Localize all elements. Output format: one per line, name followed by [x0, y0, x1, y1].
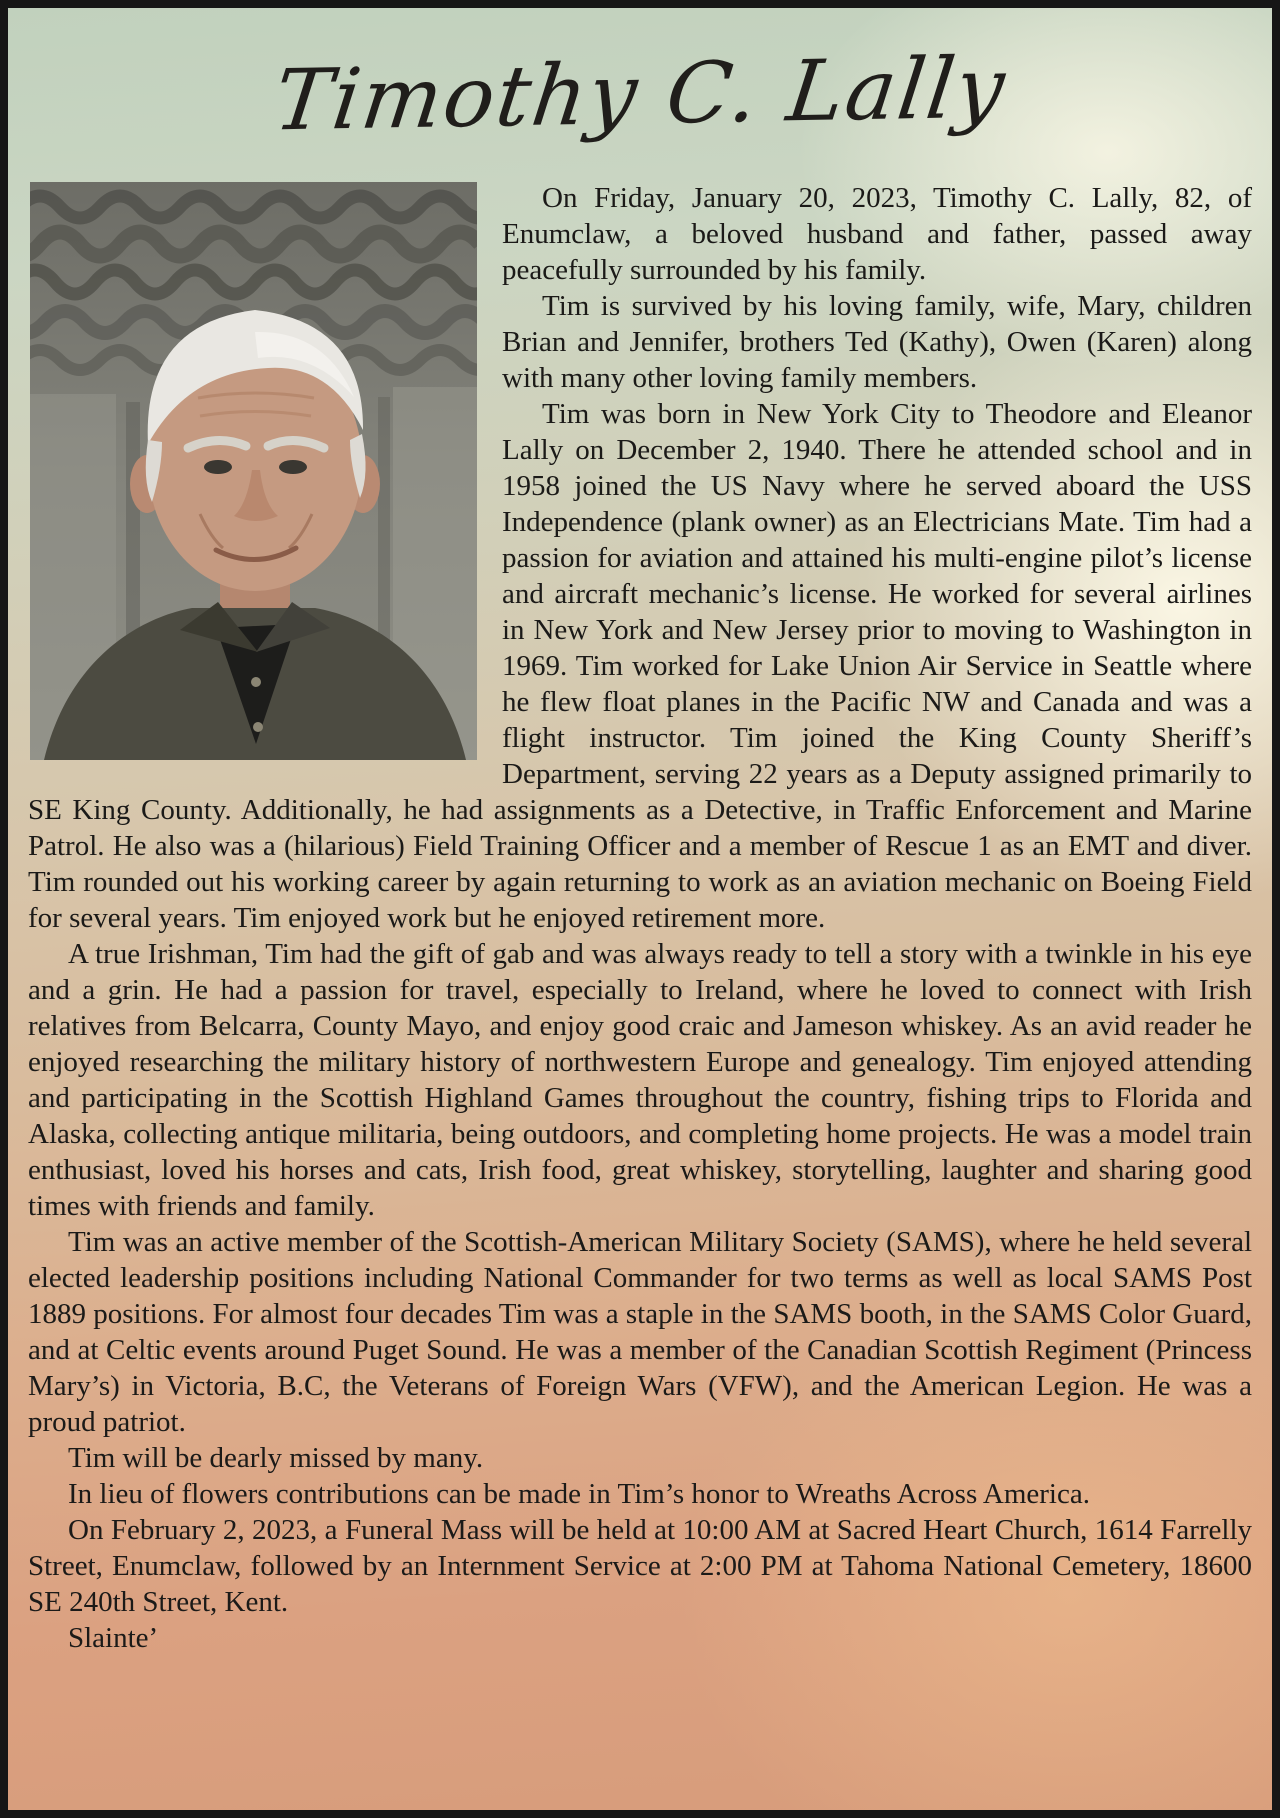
obituary-paragraph: Tim will be dearly missed by many.: [68, 1442, 484, 1474]
obituary-paragraph: In lieu of flowers contributions can be made in Tim’s honor to Wreaths Across America.: [68, 1478, 1090, 1510]
obituary-paragraph: On Friday, January 20, 2023, Timothy C. Lally, 82, of Enumclaw, a beloved husband and father, passed away peacefully surrounded by his family.: [502, 182, 1252, 286]
obituary-paragraph: On February 2, 2023, a Funeral Mass will be held at 10:00 AM at Sacred Heart Church, 1614 Farrelly Street, Enumclaw, followed by an Internment Service at 2:00 PM at Tahoma National Cemetery, 18600 SE 240th Street, Kent.: [28, 1514, 1252, 1618]
obituary-paragraph: Tim is survived by his loving family, wife, Mary, children Brian and Jennifer, brothers Ted (Kathy), Owen (Karen) along with many other loving family members.: [502, 290, 1252, 394]
portrait-photo: [30, 182, 477, 760]
title-area: [8, 8, 1272, 180]
obituary-body: [8, 180, 1272, 1656]
obituary-closing: Slainte’: [68, 1622, 159, 1654]
page-title: Timothy C. Lally: [268, 38, 1012, 150]
obituary-paragraph: Tim was born in New York City to Theodore and Eleanor Lally on December 2, 1940. There he attended school and in 1958 joined the US Navy where he served aboard the USS Independence (plank owner) as an Electricians Mate. Tim had a passion for aviation and attained his multi-engine pilot’s license and aircraft mechanic’s license. He worked for several airlines in New York and New Jersey prior to moving to Washington in 1969. Tim worked for Lake Union Air Service in Seattle where he flew float planes in the Pacific NW and Canada and was a flight instructor. Tim joined the King County Sheriff’s Department, serving 22 years as a Deputy assigned primarily to SE King County. Additionally, he had assignments as a Detective, in Traffic Enforcement and Marine Patrol. He also was a (hilarious) Field Training Officer and a member of Rescue 1 as an EMT and diver. Tim rounded out his working career by again returning to work as an aviation mechanic on Boeing Field for several years. Tim enjoyed work but he enjoyed retirement more.: [28, 398, 1252, 934]
obituary-paragraph: Tim was an active member of the Scottish-American Military Society (SAMS), where he held several elected leadership positions including National Commander for two terms as well as local SAMS Post 1889 positions. For almost four decades Tim was a staple in the SAMS booth, in the SAMS Color Guard, and at Celtic events around Puget Sound. He was a member of the Canadian Scottish Regiment (Princess Mary’s) in Victoria, B.C, the Veterans of Foreign Wars (VFW), and the American Legion. He was a proud patriot.: [28, 1226, 1252, 1438]
obituary-paragraph: A true Irishman, Tim had the gift of gab and was always ready to tell a story with a twinkle in his eye and a grin. He had a passion for travel, especially to Ireland, where he loved to connect with Irish relatives from Belcarra, County Mayo, and enjoy good craic and Jameson whiskey. As an avid reader he enjoyed researching the military history of northwestern Europe and genealogy. Tim enjoyed attending and participating in the Scottish Highland Games throughout the country, fishing trips to Florida and Alaska, collecting antique militaria, being outdoors, and completing home projects. He was a model train enthusiast, loved his horses and cats, Irish food, great whiskey, storytelling, laughter and sharing good times with friends and family.: [28, 938, 1252, 1222]
